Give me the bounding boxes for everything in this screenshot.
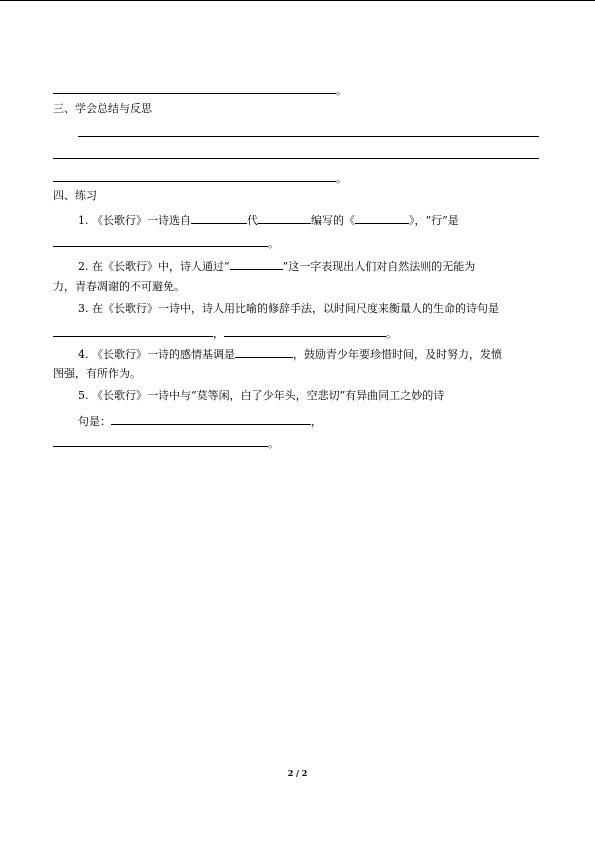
- question-3-answer: ， 。: [53, 325, 397, 341]
- question-2: 2. 在《长歌行》中，诗人通过“ ”这一字表现出人们对自然法则的无能为: [78, 260, 476, 273]
- blank-verse-1[interactable]: [111, 413, 311, 425]
- answer-line: 。: [53, 82, 347, 98]
- header-rule: [0, 0, 595, 1]
- section3-title: 三、学会总结与反思: [53, 102, 152, 115]
- reflection-line-2[interactable]: [53, 158, 539, 159]
- question-5-cont: 句是： ，: [78, 415, 322, 428]
- blank-editor[interactable]: [258, 212, 311, 224]
- page-number: 2 / 2: [287, 768, 308, 778]
- blank-word[interactable]: [230, 258, 283, 270]
- question-3: 3. 在《长歌行》一诗中，诗人用比喻的修辞手法，以时间尺度来衡量人的生命的诗句是: [78, 302, 499, 315]
- blank-verse-2[interactable]: [224, 325, 386, 337]
- blank-dynasty[interactable]: [191, 212, 247, 224]
- question-1: 1. 《长歌行》一诗选自 代 编写的《 》，“行”是: [78, 214, 459, 227]
- blank[interactable]: [53, 170, 336, 182]
- question-2-cont: 力，青春凋谢的不可避免。: [53, 280, 185, 293]
- question-1-answer: 。: [53, 235, 279, 251]
- question-4-cont: 图强，有所作为。: [53, 367, 141, 380]
- blank-verse-1[interactable]: [53, 325, 213, 337]
- reflection-line-3: 。: [53, 170, 347, 186]
- question-5: 5. 《长歌行》一诗中与“莫等闲，白了少年头，空悲切”有异曲同工之妙的诗: [78, 389, 445, 402]
- blank[interactable]: [53, 235, 268, 247]
- section4-title: 四、练习: [53, 189, 97, 202]
- blank-book[interactable]: [355, 212, 409, 224]
- blank-tone[interactable]: [235, 346, 293, 358]
- reflection-line-1[interactable]: [78, 136, 539, 137]
- question-4: 4. 《长歌行》一诗的感情基调是 ，鼓励青少年要珍惜时间，及时努力，发愤: [78, 348, 502, 361]
- blank-verse-2[interactable]: [53, 435, 268, 447]
- question-5-answer: 。: [53, 435, 279, 451]
- blank[interactable]: [53, 82, 336, 94]
